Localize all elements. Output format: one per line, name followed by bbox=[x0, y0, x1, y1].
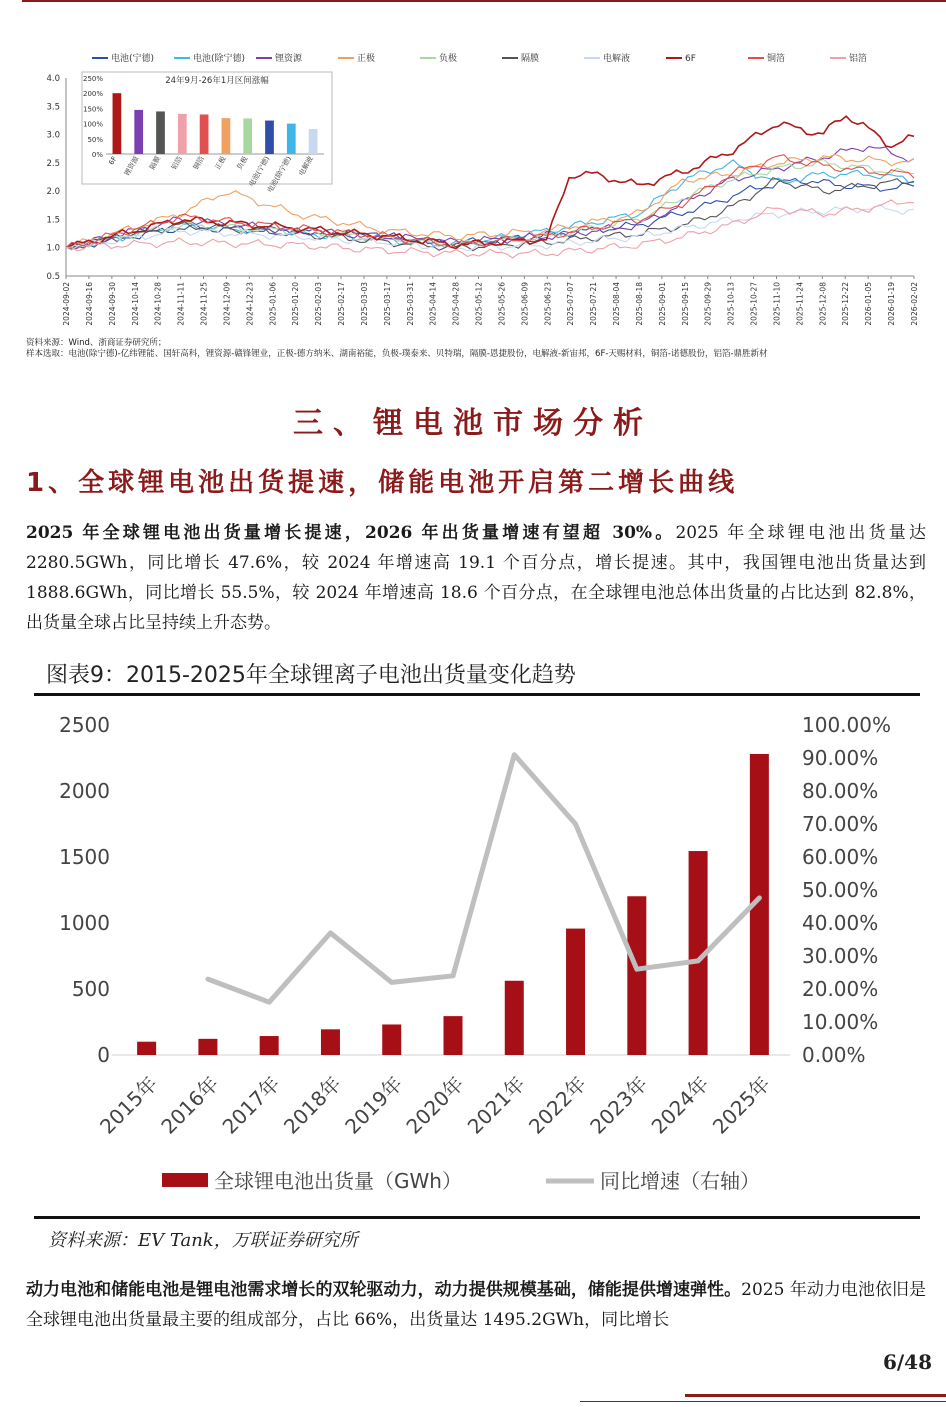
chart2-x-tick: 2022年 bbox=[523, 1071, 592, 1139]
chart1-source: 资料来源：Wind、浙商证券研究所； bbox=[26, 338, 167, 348]
subsection-title: 1、全球锂电池出货提速，储能电池开启第二增长曲线 bbox=[26, 468, 739, 498]
chart1-legend-label: 铜箔 bbox=[767, 54, 786, 64]
inset-bar bbox=[156, 111, 165, 154]
chart2-right-tick: 20.00% bbox=[802, 977, 879, 1001]
figure-top-rule bbox=[34, 693, 920, 696]
chart1-x-tick: 2025-11-24 bbox=[795, 282, 805, 326]
top-rule bbox=[22, 0, 946, 2]
inset-y-tick: 250% bbox=[82, 75, 103, 83]
chart2-right-tick: 0.00% bbox=[802, 1043, 866, 1067]
chart1-y-tick: 2.5 bbox=[46, 158, 60, 169]
chart2-legend-bar-label: 全球锂电池出货量（GWh） bbox=[214, 1169, 462, 1193]
chart1-legend-label: 6F bbox=[685, 54, 696, 64]
chart2-bar bbox=[321, 1029, 340, 1055]
chart2-x-tick: 2020年 bbox=[401, 1071, 469, 1139]
inset-title: 24年9月-26年1月区间涨幅 bbox=[165, 76, 269, 86]
chart2-bar bbox=[382, 1024, 401, 1055]
chart1-x-tick: 2024-12-23 bbox=[245, 282, 255, 326]
chart1-x-tick: 2025-05-12 bbox=[474, 282, 484, 326]
inset-bar bbox=[243, 118, 252, 154]
inset-x-tick: 铜箔 bbox=[191, 155, 206, 172]
chart2-right-tick: 100.00% bbox=[802, 713, 891, 737]
inset-bar bbox=[287, 124, 296, 154]
chart2-x-tick: 2024年 bbox=[646, 1071, 714, 1139]
inset-bar bbox=[265, 121, 274, 154]
chart1-x-tick: 2025-03-03 bbox=[359, 282, 369, 326]
inset-bar bbox=[134, 110, 143, 154]
inset-bar bbox=[200, 114, 209, 154]
chart2-x-tick: 2021年 bbox=[462, 1071, 530, 1139]
chart2-x-tick: 2016年 bbox=[156, 1071, 224, 1139]
chart2-x-tick: 2018年 bbox=[278, 1071, 346, 1139]
paragraph-1 bbox=[26, 518, 926, 638]
chart2-bar bbox=[198, 1039, 217, 1055]
chart1-legend-label: 锂资源 bbox=[275, 54, 303, 64]
inset-y-tick: 100% bbox=[82, 120, 103, 129]
chart1-y-tick: 4.0 bbox=[46, 74, 60, 84]
inset-y-tick: 150% bbox=[82, 105, 103, 114]
inset-bar bbox=[113, 93, 122, 154]
inset-x-tick: 电解液 bbox=[297, 155, 315, 178]
figure-source: 资料来源：EV Tank，万联证券研究所 bbox=[48, 1230, 358, 1251]
chart2-left-tick: 0 bbox=[97, 1043, 110, 1067]
chart2-x-tick: 2015年 bbox=[95, 1071, 163, 1139]
inset-x-tick: 铝箔 bbox=[170, 155, 185, 172]
chart1-x-tick: 2025-08-04 bbox=[612, 282, 622, 326]
chart2-legend-bar-swatch bbox=[162, 1173, 208, 1187]
chart1-y-tick: 3.5 bbox=[46, 102, 60, 113]
chart2-legend-line-label: 同比增速（右轴） bbox=[600, 1169, 760, 1193]
inset-bar bbox=[222, 118, 231, 154]
chart1-x-tick: 2025-06-09 bbox=[520, 282, 530, 326]
chart1-y-tick: 2.0 bbox=[46, 187, 60, 198]
chart2-right-tick: 90.00% bbox=[802, 746, 879, 770]
chart2-left-tick: 500 bbox=[71, 977, 110, 1001]
chart2-x-tick: 2019年 bbox=[340, 1071, 408, 1139]
inset-y-tick: 200% bbox=[82, 90, 103, 99]
inset-y-tick: 0% bbox=[91, 151, 103, 159]
chart1-legend-label: 铝箔 bbox=[849, 54, 868, 64]
paragraph-1-lead: 2025 年全球锂电池出货量增长提速，2026 年出货量增速有望超 30%。 bbox=[26, 523, 676, 543]
chart1-x-tick: 2025-04-14 bbox=[428, 282, 438, 326]
chart1-y-tick: 3.0 bbox=[46, 130, 60, 141]
chart1-x-tick: 2024-10-14 bbox=[130, 282, 140, 326]
chart1-series-line bbox=[66, 200, 914, 258]
chart2-right-tick: 40.00% bbox=[802, 911, 879, 935]
page-number: 6/48 bbox=[882, 1350, 932, 1374]
inset-x-tick: 负极 bbox=[235, 155, 250, 172]
figure-title: 图表9：2015-2025年全球锂离子电池出货量变化趋势 bbox=[46, 663, 576, 688]
bottom-rule bbox=[685, 1394, 946, 1397]
chart2-growth-line bbox=[208, 755, 760, 1003]
chart2-left-tick: 1500 bbox=[59, 845, 110, 869]
chart2-left-tick: 2500 bbox=[59, 713, 110, 737]
chart1-x-tick: 2024-11-11 bbox=[176, 282, 186, 326]
chart1-x-tick: 2025-07-07 bbox=[566, 282, 576, 326]
chart1-x-tick: 2025-01-06 bbox=[268, 282, 278, 326]
section-title: 三、锂电池市场分析 bbox=[293, 406, 653, 441]
chart1-x-tick: 2025-12-22 bbox=[841, 282, 851, 326]
chart2-right-tick: 10.00% bbox=[802, 1010, 879, 1034]
chart1-x-tick: 2024-11-25 bbox=[199, 282, 209, 326]
paragraph-2-lead: 动力电池和储能电池是锂电池需求增长的双轮驱动力，动力提供规模基础，储能提供增速弹性。 bbox=[26, 1280, 742, 1300]
chart1-x-tick: 2025-09-01 bbox=[657, 282, 667, 326]
chart1-x-tick: 2025-10-13 bbox=[726, 282, 736, 326]
chart1-y-tick: 0.5 bbox=[46, 272, 60, 282]
chart1-x-tick: 2024-12-09 bbox=[222, 282, 232, 326]
chart2-bar bbox=[566, 929, 585, 1055]
inset-bar bbox=[309, 129, 318, 154]
inset-x-tick: 锂资源 bbox=[123, 155, 141, 178]
inset-bar bbox=[178, 114, 187, 154]
chart1-x-tick: 2025-03-17 bbox=[382, 282, 392, 326]
chart2-bar bbox=[505, 981, 524, 1055]
chart1-x-tick: 2025-01-20 bbox=[291, 282, 301, 326]
chart1-legend-label: 负极 bbox=[439, 54, 458, 64]
paragraph-2 bbox=[26, 1275, 926, 1335]
inset-x-tick: 电池(除宁德) bbox=[265, 155, 294, 195]
chart2-right-tick: 80.00% bbox=[802, 779, 879, 803]
chart2-x-tick: 2025年 bbox=[707, 1071, 775, 1139]
chart1-x-tick: 2025-07-21 bbox=[589, 282, 599, 326]
inset-x-tick: 6F bbox=[107, 155, 119, 167]
chart2-bar bbox=[444, 1016, 463, 1055]
chart1-x-tick: 2025-08-18 bbox=[634, 282, 644, 326]
chart1-x-tick: 2025-05-26 bbox=[497, 282, 507, 326]
chart2-bar bbox=[137, 1042, 156, 1055]
inset-y-tick: 50% bbox=[87, 135, 103, 144]
chart2-x-tick: 2023年 bbox=[585, 1071, 653, 1139]
chart1-x-tick: 2025-12-08 bbox=[818, 282, 828, 326]
figure-bottom-rule bbox=[34, 1216, 920, 1219]
chart1-x-tick: 2026-02-02 bbox=[910, 282, 919, 326]
chart2-left-tick: 1000 bbox=[59, 911, 110, 935]
chart2-x-tick: 2017年 bbox=[217, 1071, 285, 1139]
chart1-x-tick: 2024-09-02 bbox=[62, 282, 71, 326]
inset-x-tick: 电池(宁德) bbox=[247, 155, 272, 188]
chart2-bar bbox=[627, 896, 646, 1055]
bottom-rule-thin bbox=[580, 1401, 946, 1402]
chart1-x-tick: 2024-10-28 bbox=[153, 282, 163, 326]
chart1-legend-label: 电池(宁德) bbox=[111, 54, 155, 64]
chart1-x-tick: 2025-09-29 bbox=[703, 282, 713, 326]
chart1-x-tick: 2026-01-05 bbox=[864, 282, 874, 326]
chart1-legend-label: 电解液 bbox=[603, 54, 631, 64]
chart1-x-tick: 2025-09-15 bbox=[680, 282, 690, 326]
chart2-right-tick: 60.00% bbox=[802, 845, 879, 869]
chart1-x-tick: 2025-02-03 bbox=[314, 282, 324, 326]
chart1-sample: 样本选取：电池(除宁德)-亿纬锂能、国轩高科，锂资源-赣锋锂业，正极-德方纳米、湖南裕能，负极-璞泰来、贝特瑞，隔膜-恩捷股份，电解液-新宙邦，6F-天赐材料，铜箔-诺德股份，铝箔-鼎胜新材 bbox=[26, 349, 768, 359]
paragraph-1-body: 2025 年全球锂电池出货量达 2280.5GWh，同比增长 47.6%，较 2024 年增速高 19.1 个百分点，增长提速。其中，我国锂电池出货量达到 1888.6GWh，同比增长 55.5%，较 2024 年增速高 18.6 个百分点，在全球锂电池总体出货量的占比达到 82.8%，出货量全球占比呈持续上升态势。 bbox=[26, 523, 926, 633]
chart1-x-tick: 2025-11-10 bbox=[772, 282, 782, 326]
chart1-y-tick: 1.0 bbox=[46, 243, 60, 254]
chart2-left-tick: 2000 bbox=[59, 779, 110, 803]
chart1-x-tick: 2025-10-27 bbox=[749, 282, 759, 326]
inset-x-tick: 正极 bbox=[213, 155, 228, 172]
chart1-legend-label: 正极 bbox=[357, 54, 376, 64]
chart1-x-tick: 2024-09-16 bbox=[84, 282, 94, 326]
chart1-legend-label: 隔膜 bbox=[521, 54, 540, 64]
chart2-right-tick: 50.00% bbox=[802, 878, 879, 902]
chart2-bar bbox=[260, 1036, 279, 1055]
chart1-x-tick: 2025-04-28 bbox=[451, 282, 461, 326]
shipment-bar-chart bbox=[34, 700, 920, 1212]
chart1-x-tick: 2025-02-17 bbox=[337, 282, 347, 326]
chart1-y-tick: 1.5 bbox=[46, 215, 60, 226]
chart2-right-tick: 30.00% bbox=[802, 944, 879, 968]
price-index-line-chart bbox=[22, 40, 922, 332]
chart2-right-tick: 70.00% bbox=[802, 812, 879, 836]
chart1-x-tick: 2026-01-19 bbox=[887, 282, 897, 326]
chart1-x-tick: 2024-09-30 bbox=[107, 282, 117, 326]
chart1-x-tick: 2025-03-31 bbox=[405, 282, 415, 326]
inset-x-tick: 隔膜 bbox=[148, 155, 163, 172]
paragraph-2-body: 2025 年动力电池依旧是全球锂电池出货量最主要的组成部分，占比 66%，出货量达 1495.2GWh，同比增长 bbox=[26, 1280, 927, 1330]
chart1-x-tick: 2025-06-23 bbox=[543, 282, 553, 326]
chart1-legend-label: 电池(除宁德) bbox=[193, 54, 246, 64]
